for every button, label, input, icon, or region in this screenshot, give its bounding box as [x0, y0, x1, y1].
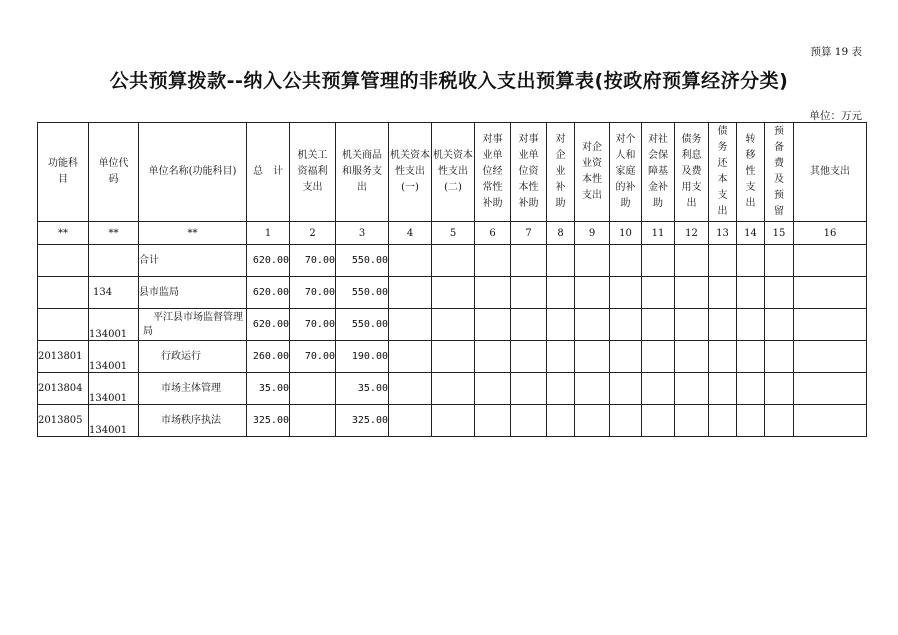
table-number-label: 预算 19 表 [810, 46, 862, 58]
col-header-transfer: 转移性支出 [737, 123, 765, 222]
index-cell: 15 [765, 222, 794, 245]
index-cell: ** [139, 222, 247, 245]
index-cell: 13 [709, 222, 737, 245]
col-header-enterprise-capital: 对企业资本性支出 [575, 123, 610, 222]
unit-name-cell: 平江县市场监督管理局 [139, 309, 247, 341]
goods-services-cell: 35.00 [336, 373, 389, 405]
goods-services-cell: 550.00 [336, 309, 389, 341]
total-cell: 325.00 [247, 405, 290, 437]
col-header-capital-2: 机关资本性支出(二) [432, 123, 475, 222]
col-header-household-subsidy: 对个人和家庭的补助 [610, 123, 642, 222]
header-row [38, 123, 867, 222]
index-cell: 8 [547, 222, 575, 245]
salary-cell [290, 373, 336, 405]
total-cell: 35.00 [247, 373, 290, 405]
index-cell: 3 [336, 222, 389, 245]
salary-cell: 70.00 [290, 341, 336, 373]
function-code-cell [38, 277, 89, 309]
col-header-salary: 机关工资福利支出 [290, 123, 336, 222]
function-code-cell [38, 245, 89, 277]
table-row [38, 373, 867, 405]
col-header-total: 总 计 [247, 123, 290, 222]
unit-name-cell: 行政运行 [139, 341, 247, 373]
salary-cell: 70.00 [290, 245, 336, 277]
function-code-cell: 2013801 [38, 341, 89, 373]
unit-name-cell: 合计 [139, 245, 247, 277]
col-header-social-security: 对社会保障基金补助 [642, 123, 675, 222]
index-cell: 6 [475, 222, 511, 245]
function-code-cell: 2013805 [38, 405, 89, 437]
total-cell: 620.00 [247, 245, 290, 277]
unit-code-cell: 134 [89, 277, 139, 309]
index-cell: 12 [675, 222, 709, 245]
goods-services-cell: 550.00 [336, 277, 389, 309]
col-header-enterprise-subsidy: 对企业补助 [547, 123, 575, 222]
index-cell: 10 [610, 222, 642, 245]
unit-name-cell: 县市监局 [139, 277, 247, 309]
total-cell: 620.00 [247, 309, 290, 341]
col-header-institution-capital: 对事业单位资本性补助 [511, 123, 547, 222]
index-cell: ** [89, 222, 139, 245]
col-header-goods-services: 机关商品和服务支出 [336, 123, 389, 222]
unit-code-cell [89, 245, 139, 277]
unit-code-cell: 134001 [89, 309, 139, 341]
salary-cell: 70.00 [290, 277, 336, 309]
goods-services-cell: 190.00 [336, 341, 389, 373]
unit-code-cell: 134001 [89, 405, 139, 437]
col-header-unit-code: 单位代码 [89, 123, 139, 222]
unit-name-cell: 市场秩序执法 [139, 405, 247, 437]
index-cell: 9 [575, 222, 610, 245]
index-cell: 2 [290, 222, 336, 245]
index-cell: ** [38, 222, 89, 245]
col-header-debt-principal: 债务还本支出 [709, 123, 737, 222]
table-row [38, 341, 867, 373]
unit-name-cell: 市场主体管理 [139, 373, 247, 405]
goods-services-cell: 550.00 [336, 245, 389, 277]
col-header-other: 其他支出 [794, 123, 867, 222]
index-cell: 5 [432, 222, 475, 245]
index-cell: 16 [794, 222, 867, 245]
col-header-capital-1: 机关资本性支出(一) [389, 123, 432, 222]
table-row [38, 277, 867, 309]
function-code-cell: 2013804 [38, 373, 89, 405]
col-header-debt-interest: 债务利息及费用支出 [675, 123, 709, 222]
total-cell: 620.00 [247, 277, 290, 309]
table-row [38, 309, 867, 341]
salary-cell: 70.00 [290, 309, 336, 341]
col-header-function-code: 功能科目 [38, 123, 89, 222]
index-row [38, 222, 867, 245]
salary-cell [290, 405, 336, 437]
function-code-cell [38, 309, 89, 341]
index-cell: 7 [511, 222, 547, 245]
unit-code-cell: 134001 [89, 373, 139, 405]
index-cell: 4 [389, 222, 432, 245]
budget-table [37, 122, 867, 437]
page-title: 公共预算拨款--纳入公共预算管理的非税收入支出预算表(按政府预算经济分类) [109, 70, 789, 92]
unit-label: 单位：万元 [809, 110, 862, 122]
total-cell: 260.00 [247, 341, 290, 373]
unit-code-cell: 134001 [89, 341, 139, 373]
col-header-reserve: 预备费及预留 [765, 123, 794, 222]
index-cell: 1 [247, 222, 290, 245]
index-cell: 11 [642, 222, 675, 245]
col-header-institution-regular: 对事业单位经常性补助 [475, 123, 511, 222]
table-row-total [38, 245, 867, 277]
index-cell: 14 [737, 222, 765, 245]
col-header-unit-name: 单位名称(功能科目) [139, 123, 247, 222]
table-row [38, 405, 867, 437]
goods-services-cell: 325.00 [336, 405, 389, 437]
